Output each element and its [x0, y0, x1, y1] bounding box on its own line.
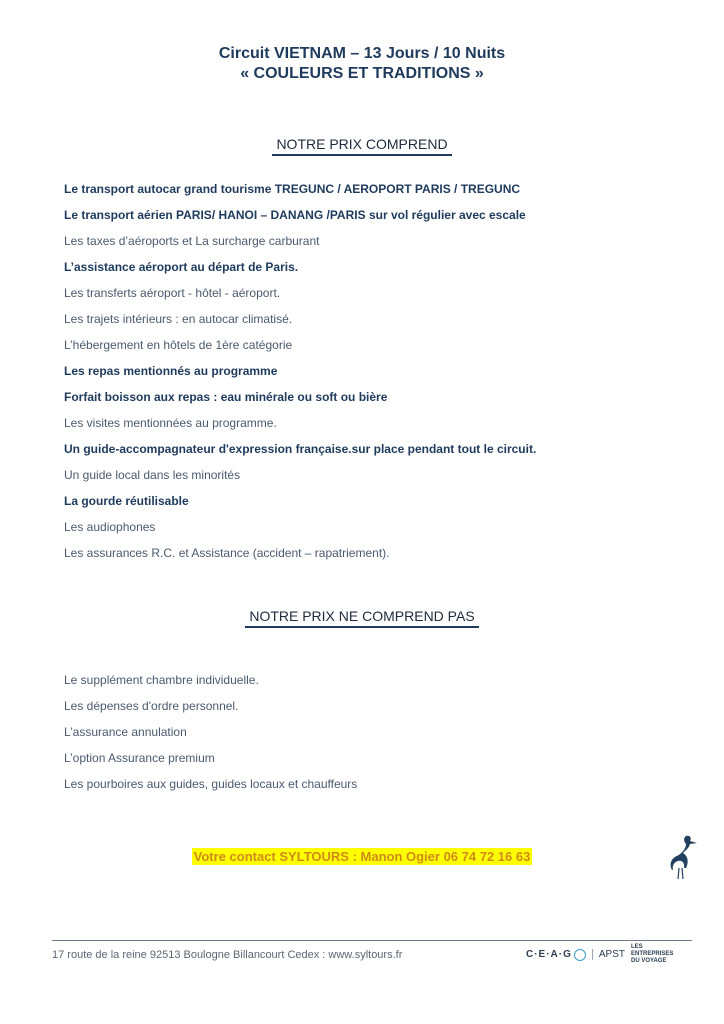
footer-address: 17 route de la reine 92513 Boulogne Billancourt Cedex : www.syltours.fr — [52, 949, 403, 961]
ceag-logo — [526, 949, 586, 961]
includes-item: Les assurances R.C. et Assistance (accident – rapatriement). — [64, 546, 390, 560]
excludes-item: L’option Assurance premium — [64, 751, 215, 765]
excludes-item: Les dépenses d'ordre personnel. — [64, 699, 239, 713]
includes-item: Un guide-accompagnateur d'expression française.sur place pendant tout le circuit. — [64, 442, 537, 456]
includes-item: Les transferts aéroport - hôtel - aéroport. — [64, 286, 281, 300]
includes-item: La gourde réutilisable — [64, 494, 189, 508]
excludes-heading — [0, 608, 724, 628]
includes-item: Forfait boisson aux repas : eau minérale ou soft ou bière — [64, 390, 388, 404]
includes-item: Un guide local dans les minorités — [64, 468, 241, 482]
includes-item: L’hébergement en hôtels de 1ère catégorie — [64, 338, 293, 352]
footer-logos — [526, 944, 675, 965]
includes-item: L’assistance aéroport au départ de Paris. — [64, 260, 299, 274]
document-title — [0, 44, 724, 84]
includes-item: Les taxes d’aéroports et La surcharge carburant — [64, 234, 320, 248]
apst-logo: APST — [592, 949, 625, 960]
includes-item: Les audiophones — [64, 520, 156, 534]
excludes-list — [64, 667, 357, 797]
title-line-1: Circuit VIETNAM – 13 Jours / 10 Nuits — [218, 45, 506, 62]
includes-heading — [0, 136, 724, 156]
footer-divider — [52, 940, 692, 941]
includes-heading-text: NOTRE PRIX COMPREND — [272, 136, 451, 156]
includes-list — [64, 176, 536, 566]
edv-line-2: DU VOYAGE — [631, 958, 667, 964]
includes-item: Le transport autocar grand tourisme TREGUNC / AEROPORT PARIS / TREGUNC — [64, 182, 521, 196]
entreprises-du-voyage-logo — [631, 944, 675, 965]
includes-item: Les repas mentionnés au programme — [64, 364, 278, 378]
includes-item: Les visites mentionnées au programme. — [64, 416, 277, 430]
excludes-item: Le supplément chambre individuelle. — [64, 673, 259, 687]
heron-logo-icon — [664, 832, 700, 880]
ceag-circle-icon — [574, 949, 586, 961]
includes-item: Les trajets intérieurs : en autocar climatisé. — [64, 312, 293, 326]
excludes-heading-text: NOTRE PRIX NE COMPREND PAS — [245, 608, 478, 628]
excludes-item: L’assurance annulation — [64, 725, 187, 739]
edv-line-1: LES ENTREPRISES — [631, 944, 674, 957]
title-line-2: « COULEURS ET TRADITIONS » — [240, 65, 484, 82]
excludes-item: Les pourboires aux guides, guides locaux et chauffeurs — [64, 777, 358, 791]
ceag-logo-text: C·E·A·G — [526, 949, 572, 960]
contact-text: Votre contact SYLTOURS : Manon Ogier 06 74 72 16 63 — [193, 849, 531, 864]
includes-item: Le transport aérien PARIS/ HANOI – DANANG /PARIS sur vol régulier avec escale — [64, 208, 526, 222]
contact-line — [0, 848, 724, 866]
